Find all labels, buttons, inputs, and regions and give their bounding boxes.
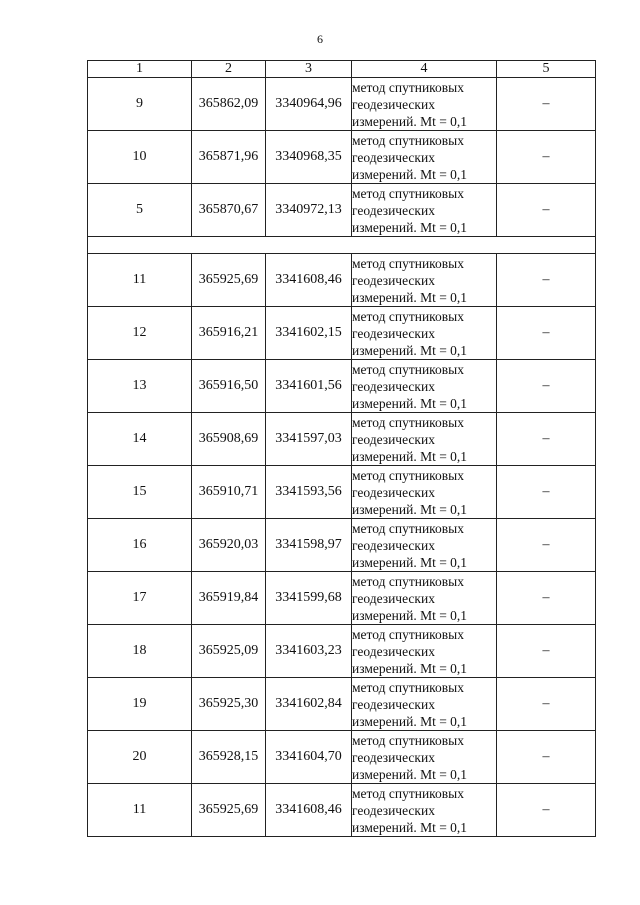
x-coordinate-cell: 365871,96 (192, 131, 266, 184)
method-line: геодезических (352, 149, 435, 165)
y-coordinate-cell: 3340972,13 (266, 184, 352, 237)
point-number-cell: 12 (88, 307, 192, 360)
point-number-cell: 15 (88, 466, 192, 519)
y-coordinate-cell: 3341604,70 (266, 731, 352, 784)
y-coordinate-cell: 3341601,56 (266, 360, 352, 413)
description-cell: – (497, 678, 596, 731)
method-cell (352, 466, 497, 519)
point-number-cell: 9 (88, 78, 192, 131)
description-cell: – (497, 131, 596, 184)
y-coordinate-cell: 3341593,56 (266, 466, 352, 519)
method-line: геодезических (352, 431, 435, 447)
method-cell (352, 413, 497, 466)
point-number-cell: 11 (88, 254, 192, 307)
table-row (88, 184, 596, 237)
header-col-2: 2 (192, 61, 266, 78)
method-line: измерений. Mt = 0,1 (352, 607, 468, 623)
x-coordinate-cell: 365862,09 (192, 78, 266, 131)
method-line: геодезических (352, 537, 435, 553)
method-line: метод спутниковых (352, 679, 464, 695)
method-line: метод спутниковых (352, 414, 464, 430)
x-coordinate-cell: 365910,71 (192, 466, 266, 519)
point-number-cell: 13 (88, 360, 192, 413)
description-cell: – (497, 413, 596, 466)
method-cell (352, 519, 497, 572)
method-line: геодезических (352, 325, 435, 341)
table-row (88, 131, 596, 184)
table-row (88, 625, 596, 678)
method-line: метод спутниковых (352, 255, 464, 271)
method-line: метод спутниковых (352, 626, 464, 642)
table-row (88, 360, 596, 413)
method-line: геодезических (352, 696, 435, 712)
method-line: измерений. Mt = 0,1 (352, 766, 468, 782)
method-line: измерений. Mt = 0,1 (352, 113, 468, 129)
description-cell: – (497, 254, 596, 307)
method-line: геодезических (352, 802, 435, 818)
x-coordinate-cell: 365925,09 (192, 625, 266, 678)
method-line: метод спутниковых (352, 573, 464, 589)
header-col-4: 4 (352, 61, 497, 78)
method-line: геодезических (352, 202, 435, 218)
method-line: геодезических (352, 272, 435, 288)
description-cell: – (497, 307, 596, 360)
description-cell: – (497, 184, 596, 237)
point-number-cell: 16 (88, 519, 192, 572)
method-line: геодезических (352, 484, 435, 500)
table-row (88, 413, 596, 466)
page-number: 6 (317, 32, 323, 46)
method-line: метод спутниковых (352, 79, 464, 95)
y-coordinate-cell: 3340968,35 (266, 131, 352, 184)
method-line: измерений. Mt = 0,1 (352, 448, 468, 464)
method-cell (352, 360, 497, 413)
method-line: измерений. Mt = 0,1 (352, 713, 468, 729)
method-line: геодезических (352, 378, 435, 394)
description-cell: – (497, 731, 596, 784)
method-line: измерений. Mt = 0,1 (352, 819, 468, 835)
table-row (88, 784, 596, 837)
method-cell (352, 254, 497, 307)
x-coordinate-cell: 365908,69 (192, 413, 266, 466)
y-coordinate-cell: 3341597,03 (266, 413, 352, 466)
table-row (88, 466, 596, 519)
method-line: измерений. Mt = 0,1 (352, 342, 468, 358)
x-coordinate-cell: 365925,30 (192, 678, 266, 731)
header-col-5: 5 (497, 61, 596, 78)
description-cell: – (497, 625, 596, 678)
table-body (88, 78, 596, 837)
x-coordinate-cell: 365870,67 (192, 184, 266, 237)
method-line: измерений. Mt = 0,1 (352, 395, 468, 411)
method-line: измерений. Mt = 0,1 (352, 501, 468, 517)
point-number-cell: 11 (88, 784, 192, 837)
method-cell (352, 784, 497, 837)
y-coordinate-cell: 3341602,15 (266, 307, 352, 360)
x-coordinate-cell: 365928,15 (192, 731, 266, 784)
method-line: геодезических (352, 749, 435, 765)
method-line: метод спутниковых (352, 132, 464, 148)
description-cell: – (497, 784, 596, 837)
method-line: метод спутниковых (352, 308, 464, 324)
table-row (88, 307, 596, 360)
coordinates-table (87, 60, 596, 837)
x-coordinate-cell: 365920,03 (192, 519, 266, 572)
method-cell (352, 78, 497, 131)
description-cell: – (497, 572, 596, 625)
method-cell (352, 307, 497, 360)
table-row (88, 254, 596, 307)
method-cell (352, 625, 497, 678)
table-header (88, 61, 596, 78)
method-cell (352, 731, 497, 784)
method-line: геодезических (352, 96, 435, 112)
x-coordinate-cell: 365916,21 (192, 307, 266, 360)
method-cell (352, 572, 497, 625)
method-line: геодезических (352, 590, 435, 606)
header-row (88, 61, 596, 78)
table-row (88, 731, 596, 784)
method-cell (352, 678, 497, 731)
point-number-cell: 19 (88, 678, 192, 731)
y-coordinate-cell: 3341608,46 (266, 784, 352, 837)
table-row (88, 678, 596, 731)
method-line: измерений. Mt = 0,1 (352, 660, 468, 676)
method-line: измерений. Mt = 0,1 (352, 166, 468, 182)
description-cell: – (497, 519, 596, 572)
point-number-cell: 18 (88, 625, 192, 678)
table-row (88, 572, 596, 625)
description-cell: – (497, 78, 596, 131)
method-line: геодезических (352, 643, 435, 659)
x-coordinate-cell: 365919,84 (192, 572, 266, 625)
y-coordinate-cell: 3341599,68 (266, 572, 352, 625)
point-number-cell: 14 (88, 413, 192, 466)
header-col-3: 3 (266, 61, 352, 78)
x-coordinate-cell: 365925,69 (192, 784, 266, 837)
method-cell (352, 131, 497, 184)
group-separator-row (88, 237, 596, 254)
point-number-cell: 10 (88, 131, 192, 184)
method-cell (352, 184, 497, 237)
y-coordinate-cell: 3341608,46 (266, 254, 352, 307)
point-number-cell: 17 (88, 572, 192, 625)
method-line: метод спутниковых (352, 361, 464, 377)
description-cell: – (497, 466, 596, 519)
method-line: измерений. Mt = 0,1 (352, 219, 468, 235)
separator-cell (88, 237, 596, 254)
header-col-1: 1 (88, 61, 192, 78)
x-coordinate-cell: 365925,69 (192, 254, 266, 307)
x-coordinate-cell: 365916,50 (192, 360, 266, 413)
method-line: измерений. Mt = 0,1 (352, 554, 468, 570)
y-coordinate-cell: 3341598,97 (266, 519, 352, 572)
method-line: метод спутниковых (352, 467, 464, 483)
table-row (88, 78, 596, 131)
description-cell: – (497, 360, 596, 413)
y-coordinate-cell: 3341603,23 (266, 625, 352, 678)
method-line: метод спутниковых (352, 785, 464, 801)
table-row (88, 519, 596, 572)
point-number-cell: 20 (88, 731, 192, 784)
y-coordinate-cell: 3340964,96 (266, 78, 352, 131)
method-line: метод спутниковых (352, 520, 464, 536)
method-line: метод спутниковых (352, 185, 464, 201)
point-number-cell: 5 (88, 184, 192, 237)
method-line: измерений. Mt = 0,1 (352, 289, 468, 305)
y-coordinate-cell: 3341602,84 (266, 678, 352, 731)
method-line: метод спутниковых (352, 732, 464, 748)
